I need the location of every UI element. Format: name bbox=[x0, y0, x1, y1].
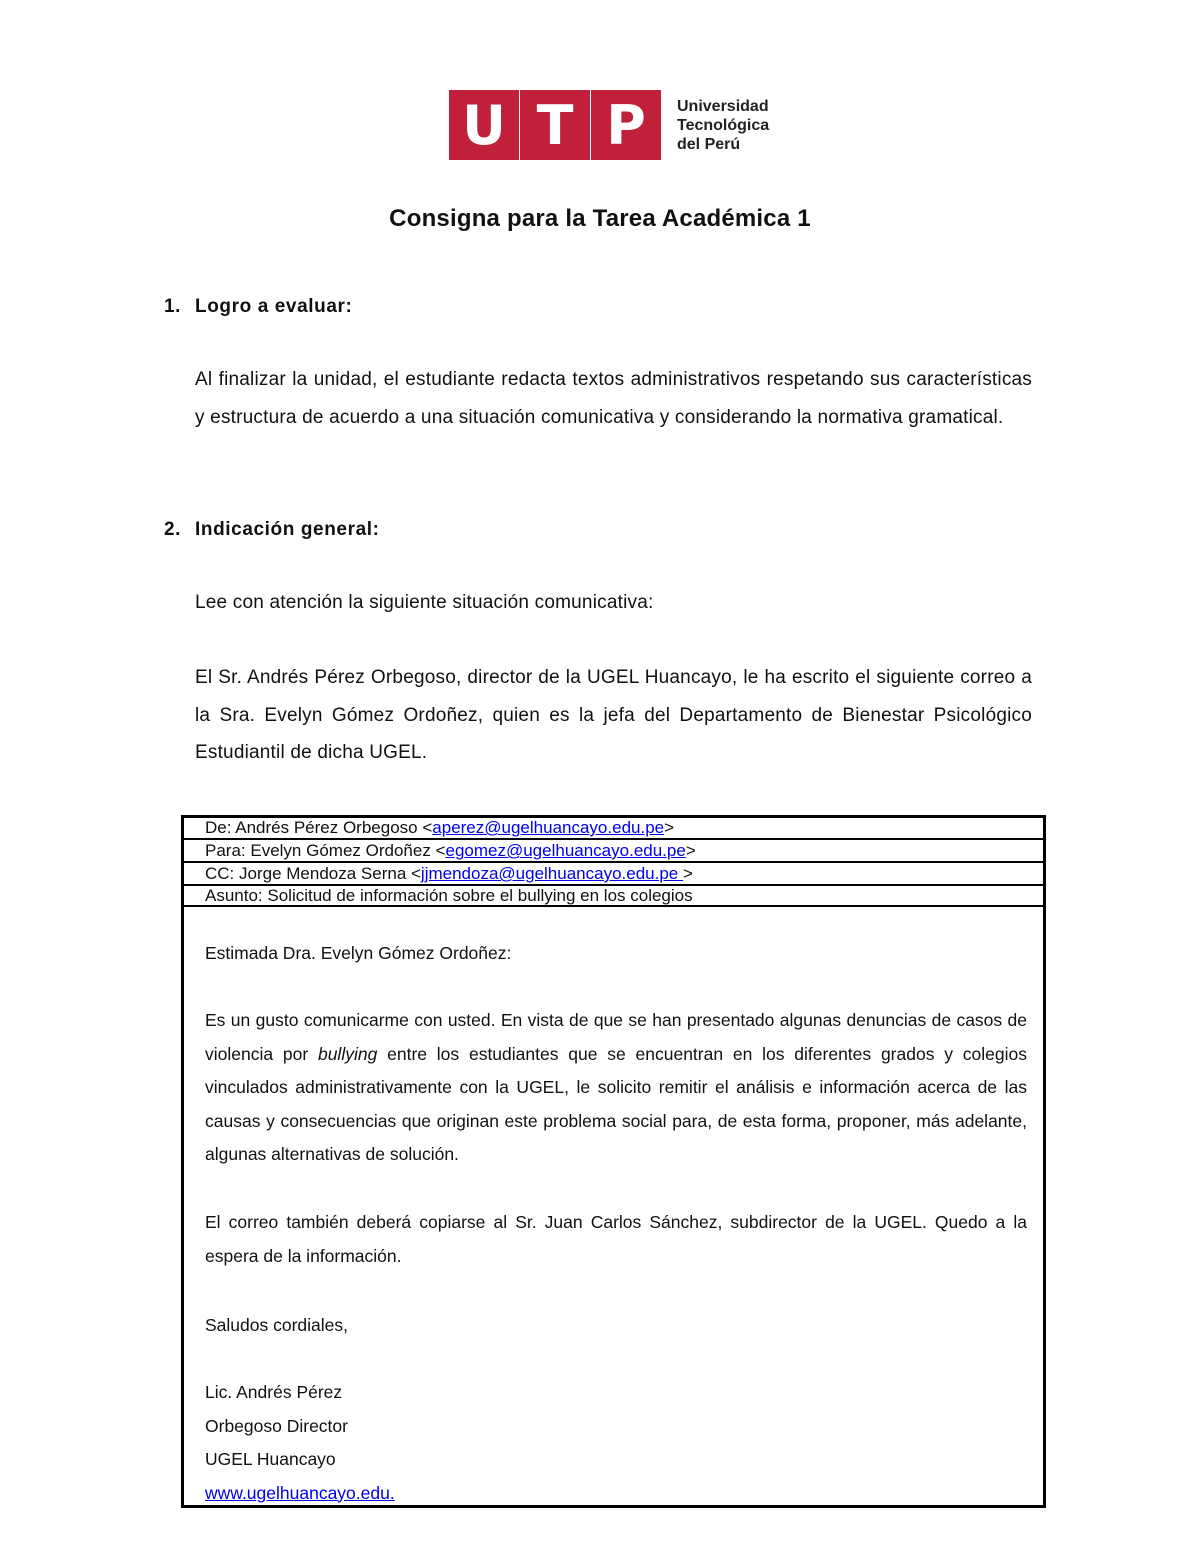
logo-letter-t: T bbox=[536, 93, 574, 157]
email-cc-row bbox=[184, 864, 1043, 884]
section-heading-indicacion bbox=[164, 519, 380, 541]
email-to-row bbox=[184, 841, 1043, 861]
university-name-line: Tecnológica bbox=[677, 116, 770, 134]
email-closing: Saludos cordiales, bbox=[205, 1315, 348, 1335]
email-bracket-close: > bbox=[664, 818, 675, 837]
email-bracket-close: > bbox=[682, 864, 693, 883]
section-number: 2. bbox=[164, 519, 182, 540]
website-link[interactable]: www.ugelhuancayo.edu. bbox=[205, 1482, 395, 1503]
university-name-line: Universidad bbox=[677, 97, 769, 115]
logo-letter-p: P bbox=[606, 93, 646, 157]
utp-logo-mark bbox=[449, 90, 661, 160]
email-from-label: De: Andrés Pérez Orbegoso < bbox=[205, 818, 433, 837]
email-body-text: Es un gusto comunicarme con usted. En vista de que se han presentado algunas denuncias de casos de violencia por bbox=[205, 1010, 1027, 1064]
university-name bbox=[677, 97, 769, 154]
logo-letter-u: U bbox=[462, 93, 506, 157]
email-to-link[interactable]: egomez@ugelhuancayo.edu.pe bbox=[445, 841, 686, 860]
email-subject-row: Asunto: Solicitud de información sobre el bullying en los colegios bbox=[205, 886, 693, 905]
email-greeting: Estimada Dra. Evelyn Gómez Ordoñez: bbox=[205, 943, 512, 963]
email-body-italic: bullying bbox=[317, 1043, 378, 1064]
page-title: Consigna para la Tarea Académica 1 bbox=[389, 205, 811, 232]
utp-logo bbox=[449, 90, 779, 160]
email-box bbox=[181, 815, 1046, 1508]
signature-line: Orbegoso Director bbox=[205, 1415, 348, 1436]
email-bracket-close: > bbox=[685, 841, 696, 860]
section-heading-text: Logro a evaluar: bbox=[195, 296, 353, 317]
signature-line: UGEL Huancayo bbox=[205, 1449, 336, 1469]
email-to-label: Para: Evelyn Gómez Ordoñez < bbox=[205, 841, 446, 860]
signature-line: Lic. Andrés Pérez bbox=[205, 1382, 343, 1402]
email-body-paragraph-1 bbox=[205, 1004, 1027, 1172]
header-divider bbox=[184, 838, 1043, 840]
email-signature bbox=[205, 1376, 1027, 1510]
email-from-link[interactable]: aperez@ugelhuancayo.edu.pe bbox=[432, 818, 665, 837]
header-divider bbox=[184, 861, 1043, 863]
email-body-text: entre los estudiantes que se encuentran en los diferentes grados y colegios vinculados administrativamente con la UGEL, le solicito remitir el análisis e información acerca de las causas y consecuencias que originan este problema social para, de esta forma, proponer, más adelante, algunas alternativas de solución. bbox=[205, 1043, 1027, 1164]
section-heading-text: Indicación general: bbox=[195, 519, 380, 540]
situation-paragraph: El Sr. Andrés Pérez Orbegoso, director de la UGEL Huancayo, le ha escrito el siguiente correo a la Sra. Evelyn Gómez Ordoñez, quien es la jefa del Departamento de Bienestar Psicológico Estudiantil de dicha UGEL. bbox=[195, 667, 1032, 763]
email-cc-label: CC: Jorge Mendoza Serna < bbox=[205, 864, 421, 883]
section-heading-logro bbox=[164, 296, 352, 318]
university-name-line: del Perú bbox=[677, 135, 741, 153]
email-body-paragraph-2: El correo también deberá copiarse al Sr. Juan Carlos Sánchez, subdirector de la UGEL. Quedo a la espera de la información. bbox=[205, 1212, 1027, 1266]
indicacion-intro: Lee con atención la siguiente situación comunicativa: bbox=[195, 592, 654, 613]
section-number: 1. bbox=[164, 296, 182, 317]
logro-paragraph: Al finalizar la unidad, el estudiante redacta textos administrativos respetando sus características y estructura de acuerdo a una situación comunicativa y considerando la normativa gramatical. bbox=[195, 369, 1032, 428]
email-from-row bbox=[184, 818, 1043, 838]
email-cc-link[interactable]: jjmendoza@ugelhuancayo.edu.pe bbox=[420, 864, 683, 883]
header-divider bbox=[184, 905, 1043, 907]
